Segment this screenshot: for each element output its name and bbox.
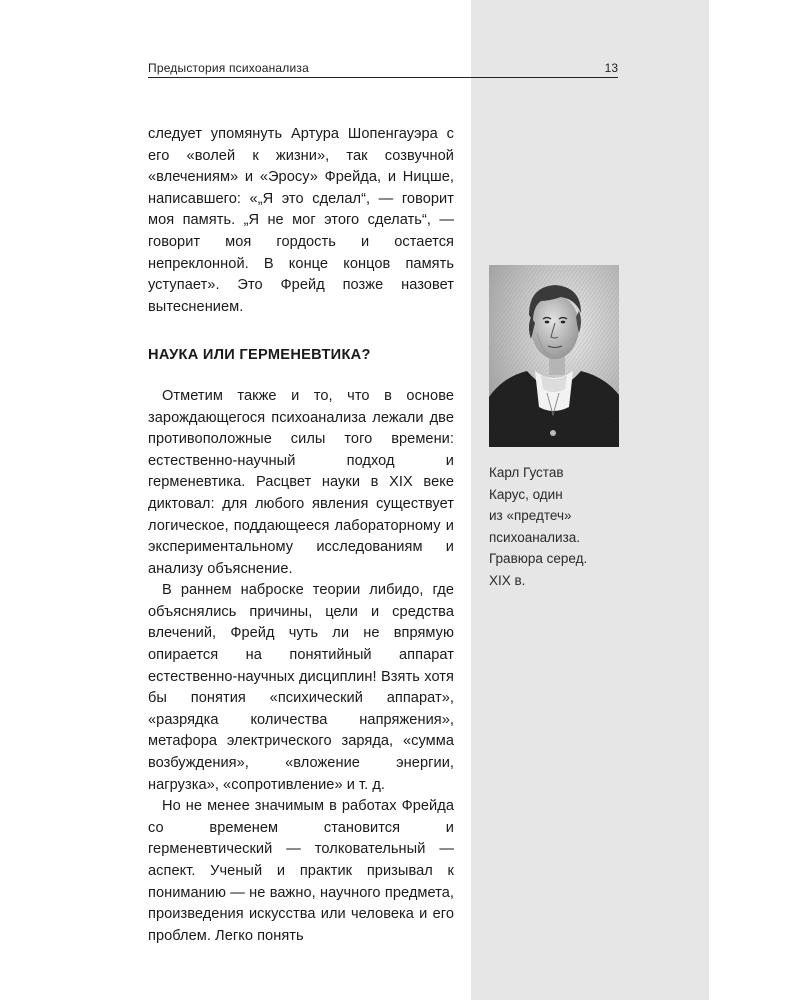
- caption-line: Карл Густав: [489, 465, 564, 480]
- section-heading: НАУКА ИЛИ ГЕРМЕНЕВТИКА?: [148, 347, 371, 364]
- paragraph: В раннем наброске теории либидо, где объяснялись причины, цели и средства влечений, Фрейд чуть ли не впрямую опирается на понятийный аппарат естественно-научных дисциплин! Взять хотя бы понятия «психический аппарат», «разрядка количества напряжения», метафора электрического заряда, «сумма возбуждения», «вложение энергии, нагрузка», «сопротивление» и т. д.: [148, 582, 454, 793]
- paragraph: Но не менее значимым в работах Фрейда со временем становится и герменевтический — толковательный — аспект. Ученый и практик призывал к пониманию — не важно, научного предмета, произведения искусства или человека и его проблем. Легко понять: [148, 798, 454, 944]
- portrait-image: [489, 265, 619, 447]
- body-text: [148, 124, 454, 947]
- chapter-title: Предыстория психоанализа: [148, 61, 309, 75]
- figure-caption: [489, 462, 629, 592]
- paragraph: Отметим также и то, что в основе зарождающегося психоанализа лежали две противоположные силы того времени: естественно-научный подход и герменевтика. Расцвет науки в XIX веке диктовал: для любого явления существует логическое, поддающееся лабораторному и экспериментальному исследованиям и анализу объяснение.: [148, 387, 454, 577]
- caption-line: из «предтеч»: [489, 508, 572, 524]
- caption-line: XIX в.: [489, 572, 526, 588]
- caption-line: Карус, один: [489, 486, 563, 502]
- caption-line: психоанализа.: [489, 529, 581, 545]
- running-head: [148, 60, 618, 78]
- portrait-engraving: [489, 265, 619, 447]
- page-number: 13: [604, 61, 618, 75]
- caption-line: Гравюра серед.: [489, 551, 588, 567]
- paragraph: следует упомянуть Артура Шопенгауэра с его «волей к жизни», так созвучной «влечениям» и «Эросу» Фрейда, и Ницше, написавшего: «„Я это сделал“, — говорит моя память. „Я не мог этого сделать“, — говорит моя гордость и остается непреклонной. В конце концов память уступает». Это Фрейд позже назовет вытеснением.: [148, 126, 454, 315]
